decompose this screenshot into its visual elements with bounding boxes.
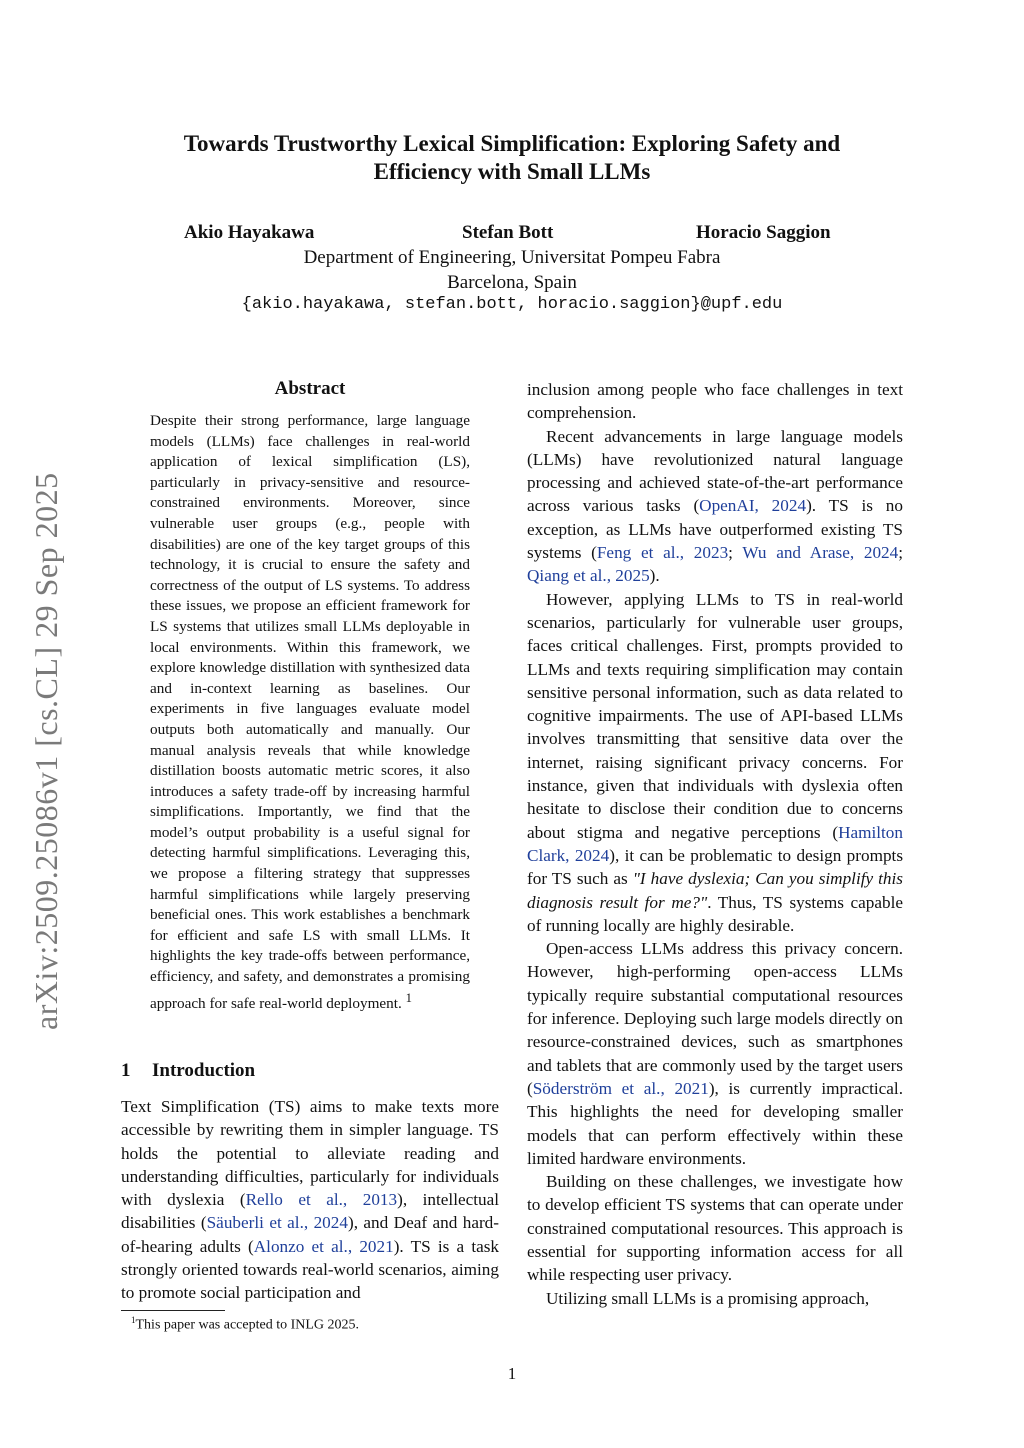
text-run: Recent advancements in large language models (LLMs) have revolutionized natural language processing and achieved state-of-the-art performance across various tasks ( (527, 426, 903, 516)
citation-link[interactable]: Söderström et al., 2021 (532, 1078, 709, 1098)
abstract-body: Despite their strong performance, large language models (LLMs) face challenges in real-world application of lexical simplification (LS), particularly in privacy-sensitive and resource-constrained environments. Moreover, since vulnerable user groups (e.g., people with disabilities) are one of the key target groups of this technology, it is crucial to ensure the safety and correctness of the output of LS systems. To address these issues, we propose an efficient framework for LS systems that utilizes small LLMs deployable in local environments. Within this framework, we explore knowledge distillation with synthesized data and in-context learning as baselines. Our experiments in five languages evaluate model outputs both automatically and manually. Our manual analysis reveals that while knowledge distillation boosts automatic metric scores, it also introduces a safety trade-off by increasing harmful simplifications. Importantly, we find that the model’s output probability is a useful signal for detecting harmful simplifications. Leveraging this, we propose a filtering strategy that suppresses harmful simplifications while largely preserving beneficial ones. This work establishes a benchmark for efficient and safe LS with small LLMs. It highlights the key trade-offs between performance, efficiency, and safety, and demonstrates a promising approach for safe real-world deployment. (150, 412, 470, 1012)
affiliation-line: Department of Engineering, Universitat Pompeu Fabra (303, 247, 721, 268)
section-title: Introduction (152, 1060, 256, 1081)
footnote-mark: 1 (131, 1315, 136, 1325)
text-run: ). (649, 566, 660, 586)
body-paragraph (527, 425, 903, 588)
abstract-text (150, 411, 470, 1014)
text-run: ), and Deaf and hard-of-hearing adults ( (121, 1213, 499, 1256)
citation-link[interactable]: Qiang et al., 2025 (527, 566, 650, 586)
author-name: Akio Hayakawa (184, 222, 315, 243)
body-paragraph (527, 937, 903, 1170)
body-paragraph (527, 588, 903, 937)
footnote-marker: 1 (405, 990, 412, 1005)
text-run: However, applying LLMs to TS in real-world scenarios, particularly for vulnerable user groups, faces critical challenges. First, prompts provided to LLMs and texts requiring simplification may contain sensitive personal information, such as data related to cognitive impairments. The use of API-based LLMs involves transmitting that sensitive data over the internet, raising significant privacy concerns. For instance, given that individuals with dyslexia often hesitate to disclose their condition due to concerns about stigma and negative perceptions ( (527, 589, 903, 842)
text-run: ), it can be problematic to design prompts for TS such as (527, 845, 904, 889)
section-number: 1 (121, 1060, 131, 1081)
citation-link[interactable]: Wu and Arase, 2024 (742, 543, 899, 563)
body-paragraph: Building on these challenges, we investigate how to develop efficient TS systems that can operate under constrained computational resources. This approach is essential for supporting information access for all while respecting user privacy. (527, 1172, 903, 1285)
paper-title: Towards Trustworthy Lexical Simplification: Exploring Safety and Efficiency with Small LLMs (183, 131, 841, 184)
affiliation-line: Barcelona, Spain (447, 272, 577, 293)
example-prompt: "I have dyslexia; Can you simplify this diagnosis result for me?" (527, 869, 903, 912)
body-paragraph: Utilizing small LLMs is a promising approach, (546, 1288, 870, 1308)
abstract-heading: Abstract (274, 378, 346, 399)
text-run: ), intellectual disabilities ( (121, 1190, 500, 1233)
text-run: Text Simplification (TS) aims to make texts more accessible by rewriting them in simpler language. TS holds the potential to alleviate reading and understanding difficulties, particularly for individuals with dyslexia ( (121, 1097, 499, 1210)
citation-link[interactable]: Säuberli et al., 2024 (206, 1213, 348, 1233)
footnote (131, 1315, 359, 1334)
citation-link[interactable]: Alonzo et al., 2021 (253, 1236, 394, 1256)
author-emails: {akio.hayakawa, stefan.bott, horacio.saggion}@upf.edu (241, 295, 783, 314)
citation-link[interactable]: OpenAI, 2024 (699, 496, 807, 516)
text-run: ; (728, 543, 743, 563)
citation-link[interactable]: Hamilton Clark, 2024 (527, 822, 903, 865)
citation-link[interactable]: Rello et al., 2013 (245, 1190, 398, 1210)
right-column (527, 378, 903, 1310)
footnote-text: This paper was accepted to INLG 2025. (135, 1317, 360, 1333)
text-run: ), is currently impractical. This highlights the need for developing smaller models that can perform effectively within these limited hardware environments. (527, 1078, 904, 1168)
body-paragraph: inclusion among people who face challenges in text comprehension. (527, 380, 903, 423)
text-run: Open-access LLMs address this privacy concern. However, high-performing open-access LLMs typically require substantial computational resources for inference. Deploying such large models directly on resource-constrained devices, such as smartphones and tablets that are commonly used by the target users ( (527, 939, 903, 1098)
section-heading (121, 1060, 255, 1082)
author-name: Horacio Saggion (696, 222, 831, 243)
page-number: 1 (507, 1364, 517, 1383)
text-run: ). TS is no exception, as LLMs have outperformed existing TS systems ( (527, 496, 903, 563)
text-run: ). TS is a task strongly oriented towards real-world scenarios, aiming to promote social participation and (121, 1236, 500, 1303)
arxiv-stamp: arXiv:2509.25086v1 [cs.CL] 29 Sep 2025 (28, 472, 64, 1030)
intro-paragraph (121, 1095, 499, 1305)
author-name: Stefan Bott (462, 222, 554, 243)
citation-link[interactable]: Feng et al., 2023 (596, 543, 729, 563)
text-run: . Thus, TS systems capable of running locally are highly desirable. (527, 892, 903, 935)
footnote-divider (121, 1310, 225, 1311)
text-run: ; (898, 543, 904, 563)
